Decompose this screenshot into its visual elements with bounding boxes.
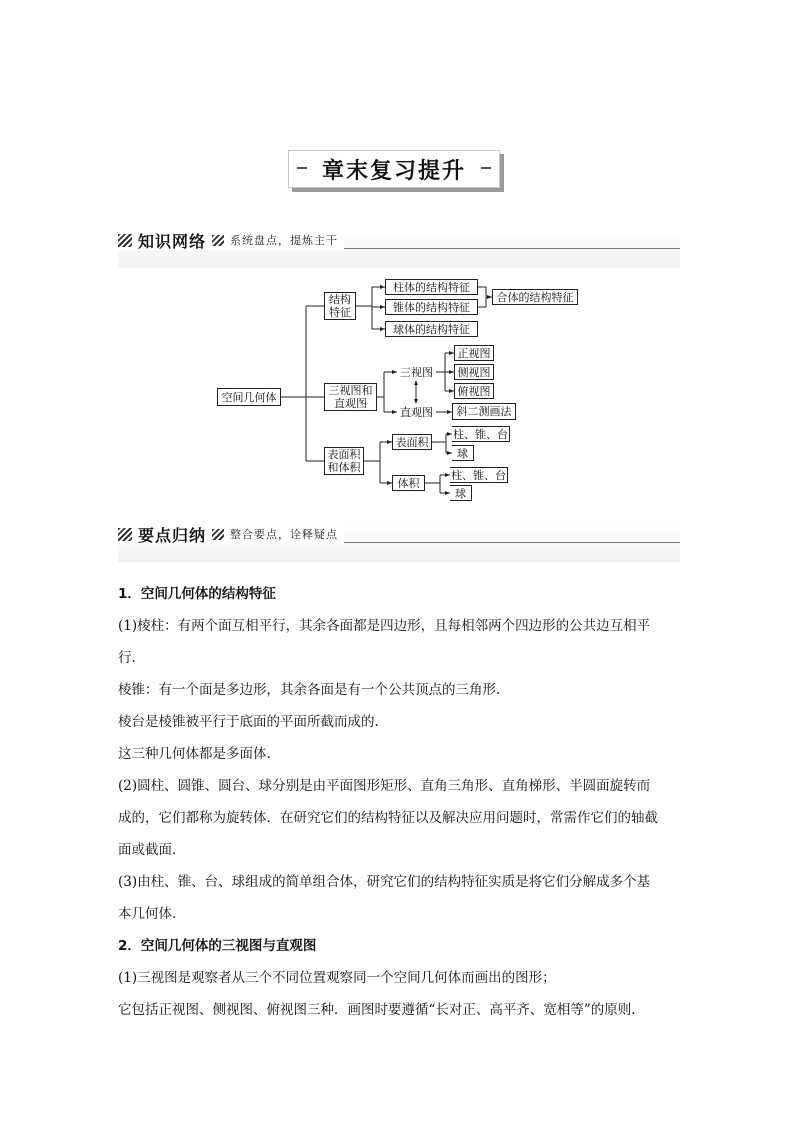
paragraph-line: 这三种几何体都是多面体. — [118, 746, 271, 762]
section-heading: 知识网络 — [138, 231, 207, 251]
node-pyramid: 锥体的结构特征 — [385, 299, 478, 315]
node-structure — [324, 292, 356, 320]
node-three-view: 三视图 — [400, 365, 433, 379]
key-points-header — [118, 522, 680, 562]
node-prism: 柱体的结构特征 — [385, 279, 478, 295]
paragraph-line: 面或截面. — [118, 842, 177, 858]
node-sa-sphere: 球 — [452, 445, 474, 461]
node-structure-line1: 结构 — [329, 293, 351, 306]
paragraph-line: 行. — [118, 650, 136, 666]
node-views — [324, 383, 377, 411]
node-volume: 体积 — [392, 475, 425, 491]
node-sphere: 球体的结构特征 — [385, 321, 478, 337]
section-heading: 要点归纳 — [138, 525, 207, 545]
node-v-sphere: 球 — [450, 485, 472, 501]
node-front-view: 正视图 — [454, 345, 494, 361]
paragraph-line: 成的，它们都称为旋转体．在研究它们的结构特征以及解决应用问题时，常需作它们的轴截 — [118, 810, 658, 826]
knowledge-map-diagram — [0, 0, 794, 520]
section-title: 2．空间几何体的三视图与直观图 — [118, 938, 317, 954]
node-top-view: 俯视图 — [454, 383, 494, 399]
hatch-icon — [212, 529, 224, 540]
key-points-content — [118, 578, 678, 1026]
paragraph-line: (3)由柱、锥、台、球组成的简单组合体，研究它们的结构特征实质是将它们分解成多个基 — [118, 874, 651, 890]
paragraph-line: 棱锥：有一个面是多边形，其余各面是有一个公共顶点的三角形. — [118, 682, 501, 698]
paragraph-line: (1)棱柱：有两个面互相平行，其余各面都是四边形，且每相邻两个四边形的公共边互相平 — [118, 618, 651, 634]
paragraph-line: 本几何体. — [118, 906, 177, 922]
node-views-line1: 三视图和 — [328, 384, 373, 397]
paragraph-line: (2)圆柱、圆锥、圆台、球分别是由平面图形矩形、直角三角形、直角梯形、半圆面旋转而 — [118, 778, 651, 794]
node-oblique: 斜二测画法 — [452, 403, 516, 420]
node-v-items: 柱、锥、台 — [451, 468, 506, 482]
node-sa-items: 柱、锥、台 — [453, 427, 508, 441]
node-side-view: 侧视图 — [454, 364, 494, 380]
node-root: 空间几何体 — [217, 388, 281, 406]
paragraph-line: 它包括正视图、侧视图、俯视图三种．画图时要遵循“长对正、高平齐、宽相等”的原则. — [118, 1002, 636, 1018]
node-intuitive: 直观图 — [400, 405, 433, 419]
section-subtitle: 系统盘点，提炼主干 — [230, 234, 339, 247]
node-structure-line2: 特征 — [329, 306, 351, 319]
section-title: 1．空间几何体的结构特征 — [118, 586, 276, 602]
node-area-volume-line1: 表面积 — [327, 448, 361, 461]
node-views-line2: 直观图 — [334, 397, 367, 410]
header-label — [118, 524, 344, 544]
node-combined: 合体的结构特征 — [492, 289, 578, 305]
node-area-volume — [324, 447, 364, 475]
node-area-volume-line2: 和体积 — [327, 461, 361, 474]
hatch-icon — [118, 528, 132, 541]
paragraph-line: 棱台是棱锥被平行于底面的平面所截而成的. — [118, 714, 379, 730]
paragraph-line: (1)三视图是观察者从三个不同位置观察同一个空间几何体而画出的图形； — [118, 970, 556, 986]
chapter-title: 章末复习提升 — [321, 157, 466, 184]
section-subtitle: 整合要点，诠释疑点 — [230, 528, 339, 541]
node-surface-area: 表面积 — [392, 434, 432, 450]
